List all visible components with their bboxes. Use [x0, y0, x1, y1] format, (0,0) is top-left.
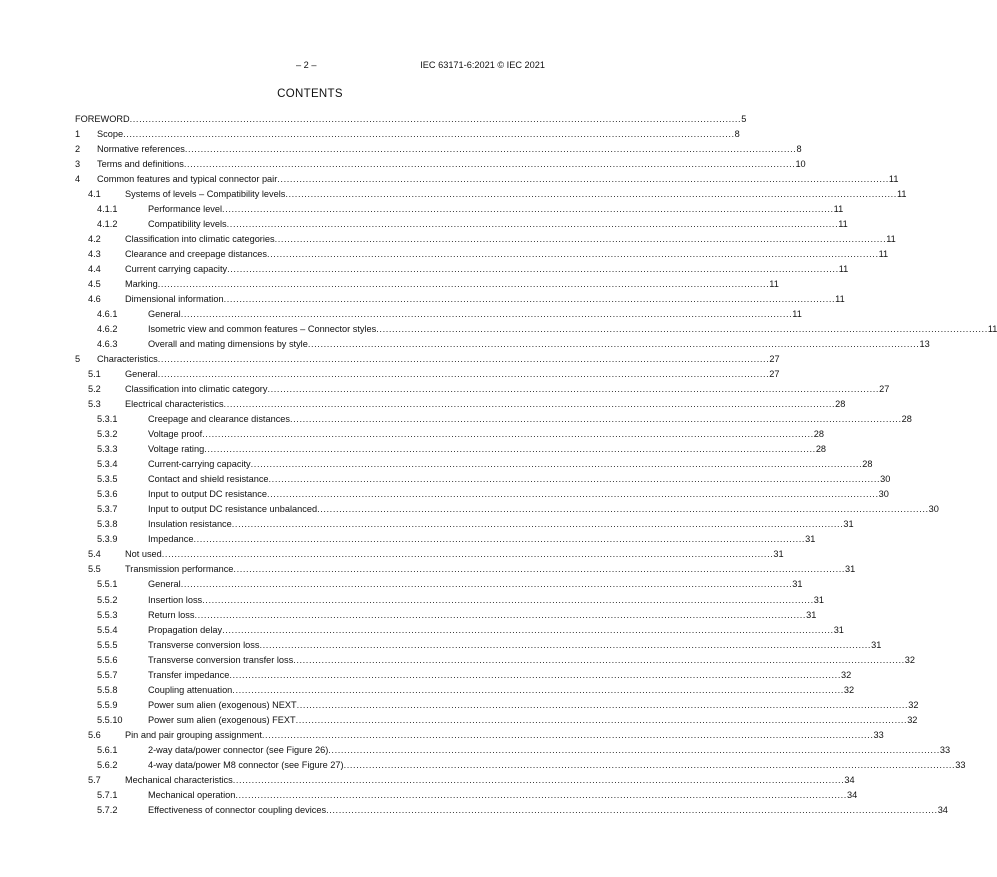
toc-entry-page: 8	[796, 144, 802, 155]
toc-entry[interactable]	[0, 367, 780, 382]
toc-entry-page: 11	[833, 204, 844, 215]
toc-entry-title: Effectiveness of connector coupling devices	[148, 804, 327, 815]
toc-entry[interactable]	[0, 457, 873, 472]
toc-entry-title: Current-carrying capacity	[148, 459, 251, 470]
toc-entry-line	[148, 217, 848, 232]
toc-entry-number: 5.5.4	[97, 624, 118, 635]
toc-entry-page: 32	[904, 654, 916, 665]
toc-entry-page: 32	[843, 684, 855, 695]
toc-entry[interactable]	[0, 277, 779, 292]
toc-entry-number: 4.1	[88, 189, 101, 200]
toc-entry[interactable]	[0, 112, 747, 127]
toc-dot-leader: ..................................................................................................................................................................................................	[285, 189, 897, 200]
toc-entry-line	[148, 427, 824, 442]
toc-entry-page: 11	[888, 174, 899, 185]
toc-entry-number: 5.5	[88, 564, 101, 575]
toc-entry-line	[125, 262, 849, 277]
toc-dot-leader: ..................................................................................................................................................................................................	[180, 579, 793, 590]
toc-dot-leader: ..................................................................................................................................................................................................	[180, 309, 793, 320]
toc-dot-leader: ..................................................................................................................................................................................................	[233, 564, 846, 575]
toc-entry-page: 11	[769, 279, 779, 290]
toc-entry-title: Power sum alien (exogenous) NEXT	[148, 699, 297, 710]
toc-entry[interactable]	[0, 653, 916, 668]
toc-entry-number: 5.3.7	[97, 504, 118, 515]
toc-dot-leader: ..................................................................................................................................................................................................	[223, 294, 836, 305]
toc-entry-page: 34	[846, 789, 858, 800]
toc-entry-line	[148, 653, 916, 668]
toc-dot-leader: ..................................................................................................................................................................................................	[222, 204, 834, 215]
toc-entry-title: General	[148, 579, 181, 590]
toc-entry[interactable]	[0, 187, 907, 202]
toc-entry[interactable]	[0, 638, 882, 653]
toc-dot-leader: ..................................................................................................................................................................................................	[204, 444, 816, 455]
toc-dot-leader: ..................................................................................................................................................................................................	[129, 114, 742, 124]
toc-entry-line	[148, 472, 891, 487]
toc-entry-number: 1	[75, 129, 81, 140]
toc-entry-title: Classification into climatic category	[125, 384, 268, 395]
toc-entry[interactable]	[0, 487, 889, 502]
toc-entry-page: 28	[901, 414, 912, 425]
contents-title: CONTENTS	[277, 88, 343, 100]
toc-entry[interactable]	[0, 728, 884, 743]
toc-entry[interactable]	[0, 698, 919, 713]
toc-dot-leader: ..................................................................................................................................................................................................	[157, 369, 770, 380]
toc-dot-leader: ..................................................................................................................................................................................................	[274, 234, 887, 245]
toc-entry-page: 31	[792, 579, 803, 590]
toc-entry-title: Input to output DC resistance unbalanced	[148, 504, 318, 515]
toc-dot-leader: ..................................................................................................................................................................................................	[157, 354, 770, 365]
toc-entry-number: 5	[75, 354, 81, 365]
toc-entry-page: 31	[806, 609, 817, 620]
toc-dot-leader: ..................................................................................................................................................................................................	[293, 654, 905, 665]
toc-entry-line	[125, 773, 855, 788]
toc-entry-number: 5.7.2	[97, 804, 118, 815]
toc-entry-page: 30	[928, 504, 939, 515]
toc-entry-line	[148, 202, 844, 217]
toc-entry-line	[125, 232, 896, 247]
toc-entry-page: 31	[813, 594, 824, 605]
toc-entry[interactable]	[0, 472, 891, 487]
toc-entry[interactable]	[0, 412, 912, 427]
toc-entry-page: 33	[955, 759, 966, 770]
toc-entry[interactable]	[0, 157, 806, 172]
toc-dot-leader: ..................................................................................................................................................................................................	[226, 219, 839, 230]
toc-entry-line	[148, 577, 803, 592]
toc-entry-number: 5.5.5	[97, 639, 118, 650]
toc-entry-number: 5.7.1	[97, 789, 118, 800]
toc-entry[interactable]	[0, 758, 966, 773]
toc-entry-line	[148, 623, 844, 638]
toc-entry-line	[148, 713, 918, 728]
toc-entry-title: Overall and mating dimensions by style	[148, 339, 308, 350]
toc-dot-leader: ..................................................................................................................................................................................................	[250, 459, 863, 470]
toc-dot-leader: ..................................................................................................................................................................................................	[227, 264, 839, 275]
toc-entry-page: 30	[880, 474, 891, 485]
toc-entry[interactable]	[0, 532, 816, 547]
toc-entry[interactable]	[0, 623, 844, 638]
toc-entry-page: 28	[813, 429, 824, 440]
toc-entry-line	[148, 322, 997, 337]
toc-dot-leader: ..................................................................................................................................................................................................	[231, 519, 844, 530]
toc-entry-title: Systems of levels – Compatibility levels	[125, 189, 286, 200]
toc-entry-line	[148, 668, 852, 683]
toc-entry-page: 11	[792, 309, 802, 320]
toc-entry-page: 11	[835, 294, 845, 305]
toc-dot-leader: ..................................................................................................................................................................................................	[232, 774, 845, 785]
toc-entry-line	[75, 112, 747, 127]
toc-entry[interactable]	[0, 142, 802, 157]
toc-entry-number: 5.5.9	[97, 699, 118, 710]
toc-entry-line	[148, 683, 855, 698]
toc-entry-number: 5.3	[88, 399, 101, 410]
toc-entry-line	[148, 608, 817, 623]
toc-entry-number: 4.4	[88, 264, 101, 275]
table-of-contents	[0, 112, 997, 818]
document-reference: IEC 63171-6:2021 © IEC 2021	[420, 60, 545, 70]
toc-entry-title: Coupling attenuation	[148, 684, 233, 695]
toc-entry-title: Voltage proof	[148, 429, 203, 440]
toc-entry[interactable]	[0, 292, 845, 307]
toc-entry[interactable]	[0, 307, 802, 322]
toc-entry-page: 33	[939, 744, 951, 755]
toc-entry-line	[97, 352, 780, 367]
toc-entry[interactable]	[0, 427, 824, 442]
toc-entry-page: 31	[871, 639, 882, 650]
toc-entry-title: Creepage and clearance distances	[148, 414, 290, 425]
toc-dot-leader: ..................................................................................................................................................................................................	[328, 744, 940, 755]
toc-entry-page: 13	[919, 339, 930, 350]
toc-entry-number: 5.1	[88, 369, 101, 380]
toc-entry-line	[97, 172, 899, 187]
toc-entry-line	[148, 803, 948, 818]
toc-entry-number: 5.3.8	[97, 519, 118, 530]
toc-entry-page: 8	[734, 129, 740, 140]
toc-entry-title: Pin and pair grouping assignment	[125, 729, 262, 740]
toc-entry-page: 28	[862, 459, 873, 470]
toc-entry-line	[125, 292, 845, 307]
toc-dot-leader: ..................................................................................................................................................................................................	[317, 504, 929, 515]
toc-entry-line	[125, 277, 779, 292]
toc-entry-title: Common features and typical connector pair	[97, 174, 278, 185]
toc-dot-leader: ..................................................................................................................................................................................................	[193, 534, 806, 545]
toc-entry-title: Impedance	[148, 534, 194, 545]
toc-entry-line	[148, 337, 930, 352]
toc-entry-title: General	[125, 369, 158, 380]
toc-entry-page: 27	[879, 384, 890, 395]
toc-entry-page: 32	[840, 669, 852, 680]
toc-dot-leader: ..................................................................................................................................................................................................	[222, 624, 834, 635]
toc-entry-page: 31	[773, 549, 784, 560]
toc-entry-page: 27	[769, 354, 780, 365]
toc-entry[interactable]	[0, 803, 948, 818]
toc-dot-leader: ..................................................................................................................................................................................................	[194, 609, 807, 620]
toc-entry[interactable]	[0, 562, 856, 577]
toc-entry-number: 5.3.1	[97, 414, 118, 425]
toc-dot-leader: ..................................................................................................................................................................................................	[229, 669, 841, 680]
toc-entry-number: 3	[75, 159, 81, 170]
toc-entry-title: Power sum alien (exogenous) FEXT	[148, 714, 296, 725]
toc-entry-page: 34	[844, 774, 855, 785]
toc-entry-number: 5.5.2	[97, 594, 118, 605]
toc-entry[interactable]	[0, 217, 848, 232]
toc-entry-number: 5.3.3	[97, 444, 118, 455]
toc-entry-number: 5.3.5	[97, 474, 118, 485]
toc-entry-title: Scope	[97, 129, 124, 140]
toc-entry-page: 33	[873, 729, 884, 740]
toc-entry-line	[97, 142, 802, 157]
toc-dot-leader: ..................................................................................................................................................................................................	[296, 699, 909, 710]
toc-entry-line	[148, 502, 939, 517]
toc-entry-title: Classification into climatic categories	[125, 234, 275, 245]
toc-entry-number: 4.1.1	[97, 204, 118, 215]
toc-entry-number: 4.6	[88, 294, 101, 305]
toc-entry[interactable]	[0, 127, 740, 142]
toc-entry-line	[148, 758, 966, 773]
toc-entry-line	[148, 593, 824, 608]
toc-dot-leader: ..................................................................................................................................................................................................	[223, 399, 836, 410]
toc-entry-line	[125, 187, 907, 202]
toc-entry[interactable]	[0, 382, 890, 397]
toc-entry-title: Current carrying capacity	[125, 264, 228, 275]
toc-entry[interactable]	[0, 232, 896, 247]
toc-entry-title: Contact and shield resistance	[148, 474, 269, 485]
toc-dot-leader: ..................................................................................................................................................................................................	[307, 339, 920, 350]
toc-entry-page: 28	[835, 399, 846, 410]
toc-entry-title: Characteristics	[97, 354, 158, 365]
toc-entry[interactable]	[0, 577, 803, 592]
toc-entry-number: 5.7	[88, 774, 101, 785]
toc-entry-page: 11	[896, 189, 907, 200]
toc-entry-page: 30	[878, 489, 889, 500]
toc-entry-page: 27	[769, 369, 780, 380]
toc-entry-page: 28	[815, 444, 827, 455]
toc-entry-title: Mechanical characteristics	[125, 774, 233, 785]
toc-entry-line	[148, 517, 854, 532]
toc-entry-line	[148, 698, 919, 713]
toc-dot-leader: ..................................................................................................................................................................................................	[267, 384, 880, 395]
toc-entry-title: Mechanical operation	[148, 789, 236, 800]
toc-dot-leader: ..................................................................................................................................................................................................	[161, 549, 774, 560]
toc-entry[interactable]	[0, 202, 844, 217]
toc-entry-number: 5.3.4	[97, 459, 118, 470]
toc-entry-title: FOREWORD	[75, 114, 130, 124]
toc-entry[interactable]	[0, 442, 827, 457]
toc-dot-leader: ..................................................................................................................................................................................................	[202, 594, 814, 605]
toc-entry-title: Dimensional information	[125, 294, 224, 305]
toc-entry[interactable]	[0, 713, 918, 728]
toc-entry-line	[148, 788, 858, 803]
toc-entry-page: 11	[886, 234, 896, 245]
toc-entry-number: 4.6.3	[97, 339, 118, 350]
toc-entry-title: Transverse conversion transfer loss	[148, 654, 294, 665]
toc-entry-title: Clearance and creepage distances	[125, 249, 267, 260]
toc-dot-leader: ..................................................................................................................................................................................................	[184, 144, 797, 155]
toc-entry-line	[148, 457, 873, 472]
toc-entry-page: 10	[795, 159, 806, 170]
toc-entry[interactable]	[0, 773, 855, 788]
toc-entry-line	[148, 307, 802, 322]
page-header	[0, 60, 620, 74]
toc-entry[interactable]	[0, 668, 852, 683]
toc-dot-leader: ..................................................................................................................................................................................................	[267, 489, 879, 500]
toc-entry[interactable]	[0, 547, 784, 562]
toc-dot-leader: ..................................................................................................................................................................................................	[326, 804, 938, 815]
toc-entry[interactable]	[0, 743, 951, 758]
toc-dot-leader: ..................................................................................................................................................................................................	[123, 129, 735, 140]
toc-entry-page: 11	[878, 249, 889, 260]
page-number: – 2 –	[296, 60, 317, 70]
toc-entry-number: 4.6.2	[97, 324, 118, 335]
toc-entry-number: 4	[75, 174, 81, 185]
toc-entry[interactable]	[0, 517, 854, 532]
toc-entry-page: 31	[805, 534, 816, 545]
toc-entry-number: 4.6.1	[97, 309, 118, 320]
toc-dot-leader: ..................................................................................................................................................................................................	[376, 324, 988, 335]
toc-dot-leader: ..................................................................................................................................................................................................	[202, 429, 814, 440]
toc-dot-leader: ..................................................................................................................................................................................................	[157, 279, 770, 290]
toc-entry-title: Transverse conversion loss	[148, 639, 260, 650]
toc-entry[interactable]	[0, 397, 846, 412]
toc-entry-title: Return loss	[148, 609, 195, 620]
toc-entry-page: 32	[907, 714, 918, 725]
toc-entry-number: 5.6.1	[97, 744, 118, 755]
toc-entry-title: Not used	[125, 549, 162, 560]
toc-entry-line	[125, 367, 780, 382]
toc-dot-leader: ..................................................................................................................................................................................................	[295, 714, 908, 725]
toc-entry-number: 2	[75, 144, 81, 155]
toc-entry-line	[97, 157, 806, 172]
toc-entry-number: 5.4	[88, 549, 101, 560]
toc-entry-title: Terms and definitions	[97, 159, 184, 170]
toc-entry-number: 5.3.2	[97, 429, 118, 440]
toc-entry-title: Performance level	[148, 204, 223, 215]
toc-entry-title: Electrical characteristics	[125, 399, 224, 410]
toc-entry-page: 5	[741, 114, 747, 124]
toc-entry[interactable]	[0, 352, 780, 367]
toc-dot-leader: ..................................................................................................................................................................................................	[259, 639, 872, 650]
toc-entry[interactable]	[0, 247, 889, 262]
toc-entry[interactable]	[0, 788, 858, 803]
toc-entry-line	[125, 397, 846, 412]
toc-entry-line	[148, 442, 827, 457]
toc-entry-number: 5.3.6	[97, 489, 118, 500]
toc-entry-number: 5.5.1	[97, 579, 118, 590]
toc-entry-page: 11	[838, 219, 848, 230]
toc-entry-title: Insulation resistance	[148, 519, 232, 530]
toc-entry-title: 4-way data/power M8 connector (see Figure 27)	[148, 759, 344, 770]
toc-dot-leader: ..................................................................................................................................................................................................	[290, 414, 902, 425]
toc-dot-leader: ..................................................................................................................................................................................................	[343, 759, 956, 770]
toc-dot-leader: ..................................................................................................................................................................................................	[268, 474, 881, 485]
toc-entry-line	[148, 412, 912, 427]
toc-dot-leader: ..................................................................................................................................................................................................	[267, 249, 879, 260]
toc-entry[interactable]	[0, 502, 939, 517]
toc-entry-number: 4.3	[88, 249, 101, 260]
toc-entry[interactable]	[0, 322, 997, 337]
toc-entry-line	[125, 728, 884, 743]
toc-entry-title: Input to output DC resistance	[148, 489, 267, 500]
toc-entry-number: 5.5.7	[97, 669, 118, 680]
toc-entry-number: 5.5.10	[97, 714, 123, 725]
toc-entry-number: 4.1.2	[97, 219, 118, 230]
toc-entry-page: 31	[843, 519, 854, 530]
toc-entry-line	[125, 547, 784, 562]
toc-entry-title: Propagation delay	[148, 624, 223, 635]
toc-entry-line	[125, 247, 889, 262]
toc-entry-number: 4.5	[88, 279, 101, 290]
toc-entry-page: 32	[908, 699, 919, 710]
toc-entry-title: Transfer impedance	[148, 669, 230, 680]
toc-entry-title: 2-way data/power connector (see Figure 26)	[148, 744, 329, 755]
toc-entry-title: Normative references	[97, 144, 185, 155]
toc-dot-leader: ..................................................................................................................................................................................................	[232, 684, 844, 695]
toc-entry-page: 31	[845, 564, 856, 575]
toc-entry-title: Insertion loss	[148, 594, 203, 605]
toc-entry-number: 5.6.2	[97, 759, 118, 770]
toc-entry-line	[148, 532, 816, 547]
toc-dot-leader: ..................................................................................................................................................................................................	[277, 174, 889, 185]
toc-dot-leader: ..................................................................................................................................................................................................	[261, 729, 874, 740]
toc-entry-line	[148, 487, 889, 502]
toc-entry-title: Marking	[125, 279, 158, 290]
toc-entry-line	[148, 743, 951, 758]
toc-entry-number: 5.6	[88, 729, 101, 740]
toc-entry-line	[125, 382, 890, 397]
toc-entry-title: General	[148, 309, 181, 320]
toc-entry-number: 5.5.3	[97, 609, 118, 620]
toc-entry-page: 11	[838, 264, 849, 275]
toc-entry[interactable]	[0, 608, 817, 623]
toc-entry[interactable]	[0, 337, 930, 352]
toc-entry-page: 11	[987, 324, 997, 335]
toc-entry-line	[97, 127, 740, 142]
toc-entry-number: 4.2	[88, 234, 101, 245]
toc-dot-leader: ..................................................................................................................................................................................................	[183, 159, 796, 170]
toc-entry[interactable]	[0, 262, 849, 277]
toc-entry-number: 5.5.6	[97, 654, 118, 665]
toc-entry[interactable]	[0, 593, 824, 608]
toc-entry-title: Compatibility levels	[148, 219, 227, 230]
toc-entry-title: Voltage rating	[148, 444, 205, 455]
toc-entry-title: Transmission performance	[125, 564, 234, 575]
toc-entry-title: Isometric view and common features – Connector styles	[148, 324, 377, 335]
toc-entry-number: 5.3.9	[97, 534, 118, 545]
toc-dot-leader: ..................................................................................................................................................................................................	[235, 789, 847, 800]
toc-entry[interactable]	[0, 172, 899, 187]
toc-entry-page: 31	[833, 624, 844, 635]
toc-entry-page: 34	[937, 804, 948, 815]
toc-entry[interactable]	[0, 683, 855, 698]
toc-entry-number: 5.2	[88, 384, 101, 395]
toc-entry-line	[148, 638, 882, 653]
toc-entry-line	[125, 562, 856, 577]
toc-entry-number: 5.5.8	[97, 684, 118, 695]
